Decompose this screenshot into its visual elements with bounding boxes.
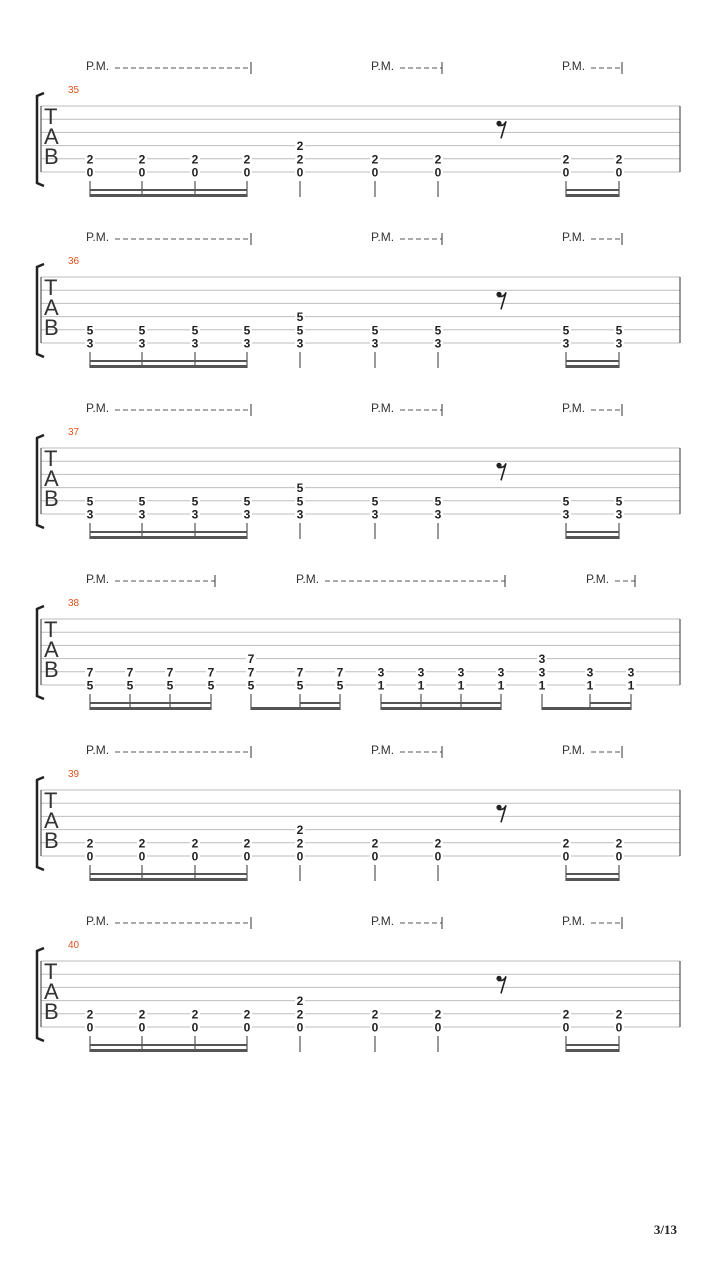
palm-mute-label: P.M.: [586, 572, 610, 586]
palm-mute-label: P.M.: [86, 743, 110, 757]
fret-number: 5: [247, 678, 255, 693]
tab-clef-letter: T: [44, 617, 58, 642]
fret-number: 0: [434, 165, 442, 180]
fret-number: 5: [296, 481, 304, 496]
beam-secondary: [566, 873, 619, 875]
fret-number: 5: [562, 323, 570, 338]
fret-number: 2: [138, 836, 146, 851]
measure-number: 36: [68, 256, 80, 267]
fret-number: 5: [562, 494, 570, 509]
tab-clef-letter: A: [44, 637, 59, 662]
beam-secondary: [300, 702, 340, 704]
measure-number: 35: [68, 85, 80, 96]
beam-secondary: [590, 702, 631, 704]
fret-number: 3: [86, 507, 94, 522]
fret-number: 2: [138, 1007, 146, 1022]
page-number: 3/13: [653, 1222, 677, 1237]
fret-number: 0: [434, 849, 442, 864]
palm-mute-label: P.M.: [562, 230, 586, 244]
fret-number: 5: [371, 323, 379, 338]
fret-number: 3: [497, 665, 505, 680]
fret-number: 3: [296, 507, 304, 522]
tab-clef-letter: T: [44, 788, 58, 813]
fret-number: 5: [434, 494, 442, 509]
tab-system: [37, 59, 680, 197]
fret-number: 5: [166, 678, 174, 693]
tab-clef-letter: B: [44, 486, 59, 511]
fret-number: 2: [562, 152, 570, 167]
tab-system: [37, 401, 680, 539]
tab-clef-letter: A: [44, 808, 59, 833]
fret-number: 3: [191, 507, 199, 522]
palm-mute-label: P.M.: [562, 743, 586, 757]
fret-number: 0: [615, 1020, 623, 1035]
beam: [566, 194, 619, 197]
fret-number: 0: [615, 165, 623, 180]
fret-number: 0: [562, 849, 570, 864]
palm-mute-label: P.M.: [371, 914, 395, 928]
fret-number: 5: [86, 678, 94, 693]
palm-mute-label: P.M.: [86, 914, 110, 928]
fret-number: 0: [138, 849, 146, 864]
fret-number: 5: [296, 494, 304, 509]
fret-number: 3: [615, 507, 623, 522]
fret-number: 5: [615, 494, 623, 509]
tab-clef-letter: A: [44, 295, 59, 320]
fret-number: 7: [247, 665, 255, 680]
fret-number: 2: [615, 836, 623, 851]
fret-number: 3: [417, 665, 425, 680]
fret-number: 1: [586, 678, 594, 693]
fret-number: 3: [371, 507, 379, 522]
beam: [90, 194, 247, 197]
beam: [90, 707, 211, 710]
beam: [566, 536, 619, 539]
beam: [566, 1049, 619, 1052]
beam: [566, 878, 619, 881]
tab-clef-letter: T: [44, 959, 58, 984]
fret-number: 2: [138, 152, 146, 167]
fret-number: 3: [138, 336, 146, 351]
tab-clef-letter: T: [44, 104, 58, 129]
fret-number: 1: [417, 678, 425, 693]
fret-number: 3: [377, 665, 385, 680]
fret-number: 1: [627, 678, 635, 693]
beam: [90, 365, 247, 368]
fret-number: 1: [538, 678, 546, 693]
beam-secondary: [566, 1044, 619, 1046]
fret-number: 0: [562, 1020, 570, 1035]
fret-number: 5: [207, 678, 215, 693]
fret-number: 0: [296, 849, 304, 864]
fret-number: 3: [296, 336, 304, 351]
palm-mute-label: P.M.: [371, 743, 395, 757]
fret-number: 2: [434, 1007, 442, 1022]
fret-number: 0: [371, 1020, 379, 1035]
fret-number: 2: [86, 836, 94, 851]
tab-clef-letter: B: [44, 144, 59, 169]
beam: [90, 536, 247, 539]
fret-number: 5: [336, 678, 344, 693]
beam: [90, 878, 247, 881]
fret-number: 2: [86, 1007, 94, 1022]
fret-number: 2: [86, 152, 94, 167]
tab-system: [37, 230, 680, 368]
fret-number: 2: [615, 152, 623, 167]
fret-number: 5: [138, 494, 146, 509]
fret-number: 7: [166, 665, 174, 680]
fret-number: 2: [296, 994, 304, 1009]
tab-system: [37, 914, 680, 1052]
measure-number: 38: [68, 598, 80, 609]
palm-mute-label: P.M.: [562, 401, 586, 415]
fret-number: 0: [371, 165, 379, 180]
beam-secondary: [90, 531, 247, 533]
fret-number: 0: [243, 1020, 251, 1035]
palm-mute-label: P.M.: [562, 914, 586, 928]
palm-mute-label: P.M.: [86, 401, 110, 415]
fret-number: 2: [371, 836, 379, 851]
tab-system: [37, 572, 680, 710]
fret-number: 3: [243, 507, 251, 522]
palm-mute-label: P.M.: [371, 59, 395, 73]
fret-number: 0: [562, 165, 570, 180]
palm-mute-label: P.M.: [562, 59, 586, 73]
fret-number: 0: [615, 849, 623, 864]
fret-number: 2: [615, 1007, 623, 1022]
fret-number: 3: [538, 652, 546, 667]
palm-mute-label: P.M.: [86, 59, 110, 73]
measure-number: 39: [68, 769, 80, 780]
tab-clef-letter: A: [44, 466, 59, 491]
fret-number: 0: [86, 165, 94, 180]
fret-number: 7: [247, 652, 255, 667]
tab-clef-letter: T: [44, 446, 58, 471]
palm-mute-label: P.M.: [371, 230, 395, 244]
fret-number: 2: [191, 152, 199, 167]
fret-number: 2: [296, 823, 304, 838]
tab-clef-letter: B: [44, 828, 59, 853]
fret-number: 5: [296, 323, 304, 338]
fret-number: 0: [86, 849, 94, 864]
fret-number: 2: [243, 152, 251, 167]
beam-secondary: [566, 189, 619, 191]
fret-number: 2: [191, 1007, 199, 1022]
fret-number: 2: [434, 152, 442, 167]
fret-number: 2: [562, 1007, 570, 1022]
fret-number: 5: [296, 310, 304, 325]
palm-mute-label: P.M.: [296, 572, 320, 586]
fret-number: 0: [296, 165, 304, 180]
fret-number: 3: [457, 665, 465, 680]
tab-clef-letter: B: [44, 657, 59, 682]
fret-number: 3: [562, 507, 570, 522]
beam: [251, 707, 340, 710]
fret-number: 7: [336, 665, 344, 680]
fret-number: 1: [377, 678, 385, 693]
measure-number: 40: [68, 940, 80, 951]
fret-number: 5: [371, 494, 379, 509]
fret-number: 3: [627, 665, 635, 680]
palm-mute-label: P.M.: [371, 401, 395, 415]
beam-secondary: [381, 702, 501, 704]
beam-secondary: [90, 702, 211, 704]
tab-clef-letter: T: [44, 275, 58, 300]
beam: [90, 1049, 247, 1052]
fret-number: 3: [371, 336, 379, 351]
fret-number: 5: [191, 323, 199, 338]
fret-number: 3: [434, 507, 442, 522]
beam-secondary: [566, 531, 619, 533]
fret-number: 2: [371, 152, 379, 167]
fret-number: 1: [457, 678, 465, 693]
fret-number: 1: [497, 678, 505, 693]
fret-number: 5: [243, 494, 251, 509]
beam-secondary: [566, 360, 619, 362]
fret-number: 2: [296, 139, 304, 154]
fret-number: 3: [138, 507, 146, 522]
fret-number: 0: [434, 1020, 442, 1035]
fret-number: 7: [296, 665, 304, 680]
fret-number: 5: [191, 494, 199, 509]
beam-secondary: [90, 873, 247, 875]
fret-number: 7: [86, 665, 94, 680]
fret-number: 2: [243, 836, 251, 851]
fret-number: 3: [86, 336, 94, 351]
beam: [381, 707, 501, 710]
fret-number: 3: [562, 336, 570, 351]
beam: [542, 707, 631, 710]
fret-number: 2: [243, 1007, 251, 1022]
fret-number: 5: [126, 678, 134, 693]
fret-number: 7: [126, 665, 134, 680]
fret-number: 0: [243, 849, 251, 864]
tab-clef-letter: B: [44, 999, 59, 1024]
fret-number: 0: [296, 1020, 304, 1035]
palm-mute-label: P.M.: [86, 230, 110, 244]
fret-number: 5: [296, 678, 304, 693]
fret-number: 3: [191, 336, 199, 351]
fret-number: 3: [586, 665, 594, 680]
fret-number: 2: [296, 836, 304, 851]
palm-mute-label: P.M.: [86, 572, 110, 586]
fret-number: 0: [191, 849, 199, 864]
tab-clef-letter: A: [44, 124, 59, 149]
fret-number: 0: [371, 849, 379, 864]
fret-number: 5: [138, 323, 146, 338]
beam-secondary: [90, 1044, 247, 1046]
fret-number: 2: [191, 836, 199, 851]
fret-number: 5: [434, 323, 442, 338]
beam-secondary: [90, 189, 247, 191]
beam: [566, 365, 619, 368]
fret-number: 0: [191, 1020, 199, 1035]
fret-number: 2: [562, 836, 570, 851]
fret-number: 5: [86, 323, 94, 338]
fret-number: 5: [86, 494, 94, 509]
fret-number: 0: [138, 1020, 146, 1035]
fret-number: 0: [86, 1020, 94, 1035]
fret-number: 5: [615, 323, 623, 338]
fret-number: 3: [434, 336, 442, 351]
fret-number: 2: [371, 1007, 379, 1022]
beam-secondary: [90, 360, 247, 362]
fret-number: 2: [296, 152, 304, 167]
fret-number: 5: [243, 323, 251, 338]
fret-number: 3: [615, 336, 623, 351]
measure-number: 37: [68, 427, 80, 438]
fret-number: 3: [538, 665, 546, 680]
fret-number: 2: [296, 1007, 304, 1022]
tab-clef-letter: B: [44, 315, 59, 340]
fret-number: 2: [434, 836, 442, 851]
fret-number: 0: [243, 165, 251, 180]
fret-number: 0: [138, 165, 146, 180]
tab-clef-letter: A: [44, 979, 59, 1004]
fret-number: 3: [243, 336, 251, 351]
fret-number: 7: [207, 665, 215, 680]
fret-number: 0: [191, 165, 199, 180]
tab-system: [37, 743, 680, 881]
